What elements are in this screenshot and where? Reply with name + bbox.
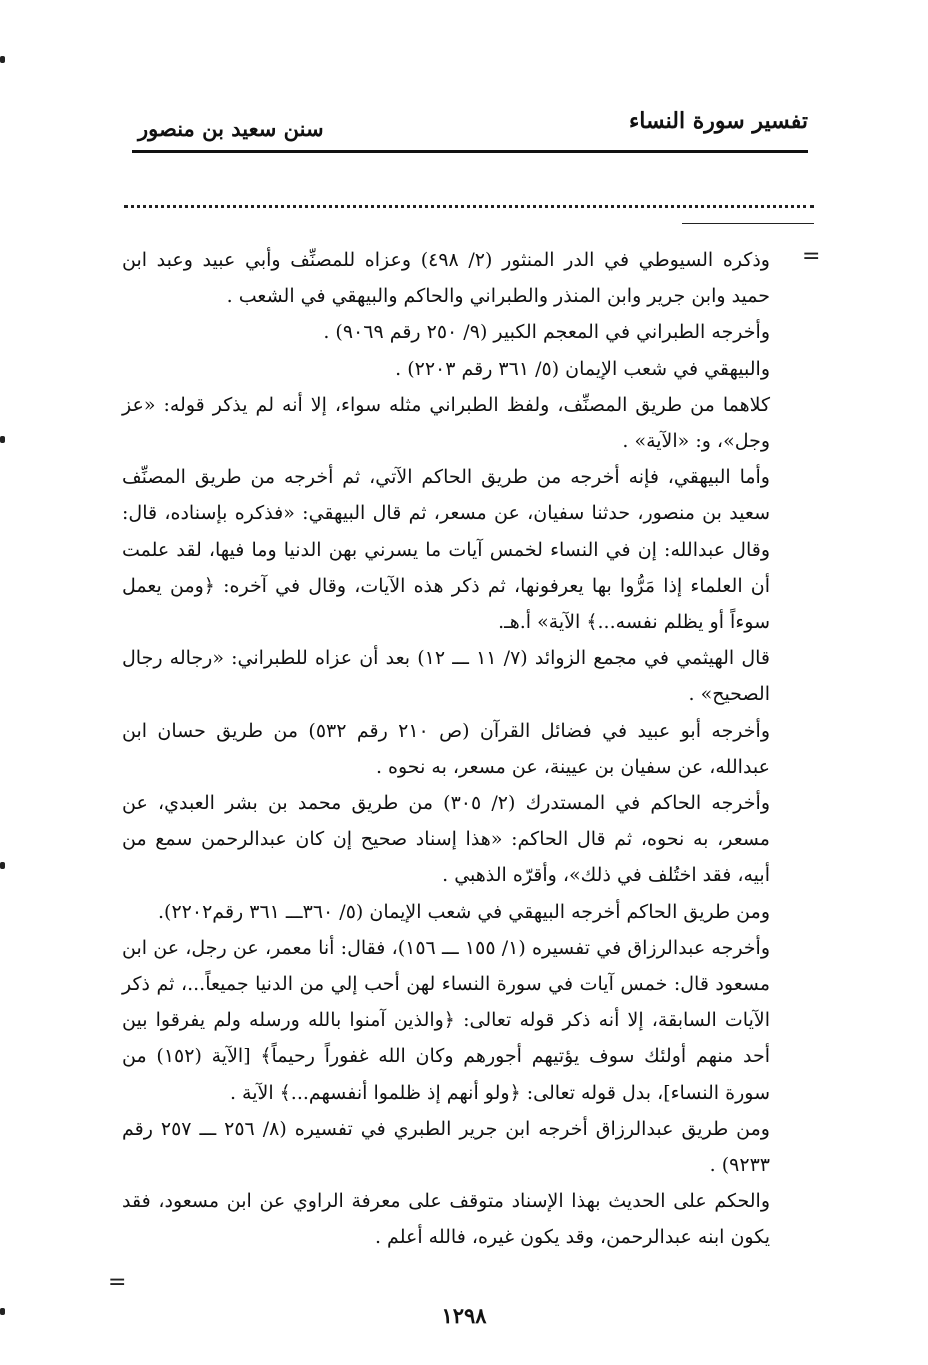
paragraph: وأخرجه عبدالرزاق في تفسيره (١/ ١٥٥ ـــ ١٥٦)، فقال: أنا معمر، عن رجل، عن ابن مسعود قال: خمس آيات في سورة النساء لهن أحب إلي من الدنيا جميعاً...، ثم ذكر الآيات السابقة، إلا أنه ذكر قوله تعالى: ﴿والذين آمنوا بالله ورسله ولم يفرقوا بين أحد منهم أولئك سوف يؤتيهم أجورهم وكان الله غفوراً رحيماً﴾ [الآية (١٥٢) من سورة النساء]، بدل قوله تعالى: ﴿ولو أنهم إذ ظلموا أنفسهم...﴾ الآية . [122, 936, 771, 1104]
header-title-left: سنن سعيد بن منصور [138, 116, 324, 141]
scan-mark [0, 436, 5, 443]
paragraph: ومن طريق عبدالرزاق أخرجه ابن جرير الطبري في تفسيره (٨/ ٢٥٦ ـــ ٢٥٧ رقم ٩٢٣٣) . [122, 1117, 770, 1177]
paragraph: كلاهما من طريق المصنِّف، ولفظ الطبراني مثله سواء، إلا أنه لم يذكر قوله: «عز وجل»، و: «الآية» . [122, 393, 770, 453]
footnote-separator-line [682, 223, 814, 224]
paragraph: وذكره السيوطي في الدر المنثور (٢/ ٤٩٨) وعزاه للمصنِّف وأبي عبيد وعبد ابن حميد وابن جرير وابن المنذر والطبراني والحاكم والبيهقي في الشعب . [122, 249, 770, 308]
continuation-mark-top: = [802, 244, 821, 269]
paragraph: وأما البيهقي، فإنه أخرجه من طريق الحاكم الآتي، ثم أخرجه من طريق المصنِّف سعيد بن منصور، حدثنا سفيان، عن مسعر، ثم قال البيهقي: «فذكره بإسناده، قال: وقال عبدالله: إن في النساء لخمس آيات ما يسرني بهن الدنيا وما فيها، لقد علمت أن العلماء إذا مَرُّوا بها يعرفونها، ثم ذكر هذه الآيات، وقال في آخره: ﴿ومن يعمل سوءاً أو يظلم نفسه...﴾ الآية» أ.هـ. [122, 466, 770, 634]
continuation-mark-bottom: = [108, 1270, 127, 1295]
paragraph: وأخرجه الطبراني في المعجم الكبير (٩/ ٢٥٠ رقم ٩٠٦٩) . [323, 321, 770, 344]
paragraph: ومن طريق الحاكم أخرجه البيهقي في شعب الإيمان (٥/ ٣٦٠ـــ ٣٦١ رقم٢٢٠٢). [158, 900, 770, 923]
scan-mark [0, 862, 5, 869]
paragraph: والبيهقي في شعب الإيمان (٥/ ٣٦١ رقم ٢٢٠٣) . [395, 357, 770, 380]
paragraph: وأخرجه الحاكم في المستدرك (٢/ ٣٠٥) من طريق محمد بن بشر العبدي، عن مسعر، به نحوه، ثم قال الحاكم: «هذا إسناد صحيح إن كان عبدالرحمن سمع من أبيه، فقد اختُلف في ذلك»، وأقرّه الذهبي . [122, 792, 770, 887]
header-title-right: تفسير سورة النساء [628, 108, 808, 134]
footnote-body [122, 242, 770, 1256]
dotted-separator [124, 193, 814, 208]
page-number: ١٢٩٨ [441, 1303, 487, 1328]
page-header [132, 100, 808, 153]
paragraph: قال الهيثمي في مجمع الزوائد (٧/ ١١ ـــ ١٢) بعد أن عزاه للطبراني: «رجاله رجال الصحيح» . [122, 647, 771, 706]
paragraph: وأخرجه أبو عبيد في فضائل القرآن (ص ٢١٠ رقم ٥٣٢) من طريق حسان ابن عبدالله، عن سفيان بن عيينة، عن مسعر، به نحوه . [122, 719, 770, 778]
paragraph: والحكم على الحديث بهذا الإسناد متوقف على معرفة الراوي عن ابن مسعود، فقد يكون ابنه عبدالرحمن، وقد يكون غيره، فالله أعلم . [122, 1190, 770, 1249]
scan-mark [0, 56, 5, 63]
